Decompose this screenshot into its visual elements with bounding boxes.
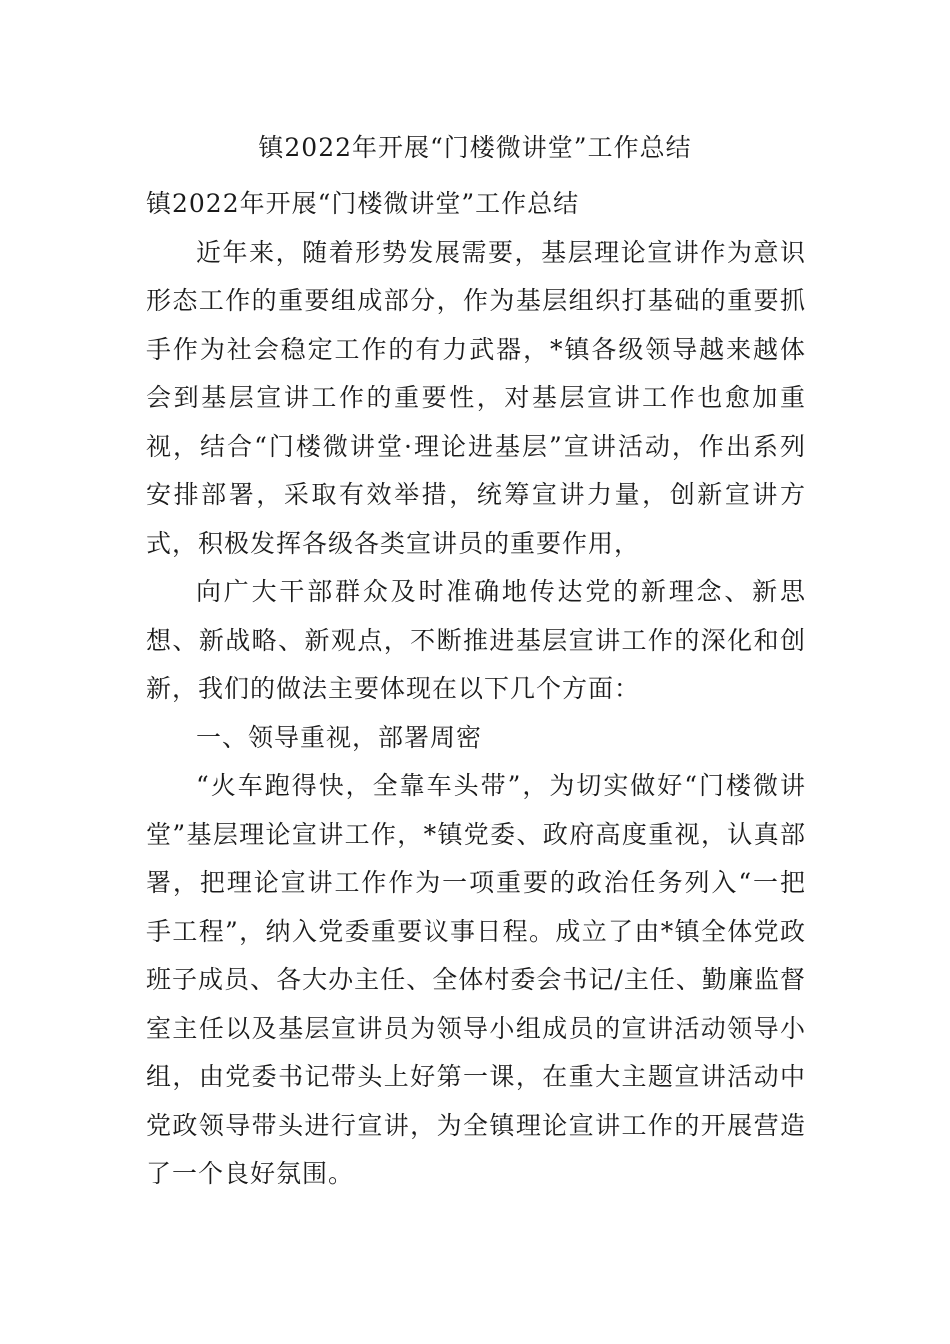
paragraph-approach: 向广大干部群众及时准确地传达党的新理念、新思想、新战略、新观点，不断推进基层宣讲工作的深化和创新，我们的做法主要体现在以下几个方面： <box>146 577 806 703</box>
document-body <box>146 180 806 1199</box>
paragraph-intro: 近年来，随着形势发展需要，基层理论宣讲作为意识形态工作的重要组成部分，作为基层组织打基础的重要抓手作为社会稳定工作的有力武器，*镇各级领导越来越体会到基层宣讲工作的重要性，对基层宣讲工作也愈加重视，结合“门楼微讲堂·理论进基层”宣讲活动，作出系列安排部署，采取有效举措，统筹宣讲力量，创新宣讲方式，积极发挥各级各类宣讲员的重要作用， <box>146 237 806 558</box>
document-title: 镇2022年开展“门楼微讲堂”工作总结 <box>258 133 692 162</box>
paragraph-section-1: “火车跑得快，全靠车头带”，为切实做好“门楼微讲堂”基层理论宣讲工作，*镇党委、政府高度重视，认真部署，把理论宣讲工作作为一项重要的政治任务列入“一把手工程”，纳入党委重要议事日程。成立了由*镇全体党政班子成员、各大办主任、全体村委会书记/主任、勤廉监督室主任以及基层宣讲员为领导小组成员的宣讲活动领导小组，由党委书记带头上好第一课，在重大主题宣讲活动中党政领导带头进行宣讲，为全镇理论宣讲工作的开展营造了一个良好氛围。 <box>146 771 806 1188</box>
document-subtitle: 镇2022年开展“门楼微讲堂”工作总结 <box>146 189 580 218</box>
section-heading-1: 一、领导重视，部署周密 <box>196 722 483 752</box>
